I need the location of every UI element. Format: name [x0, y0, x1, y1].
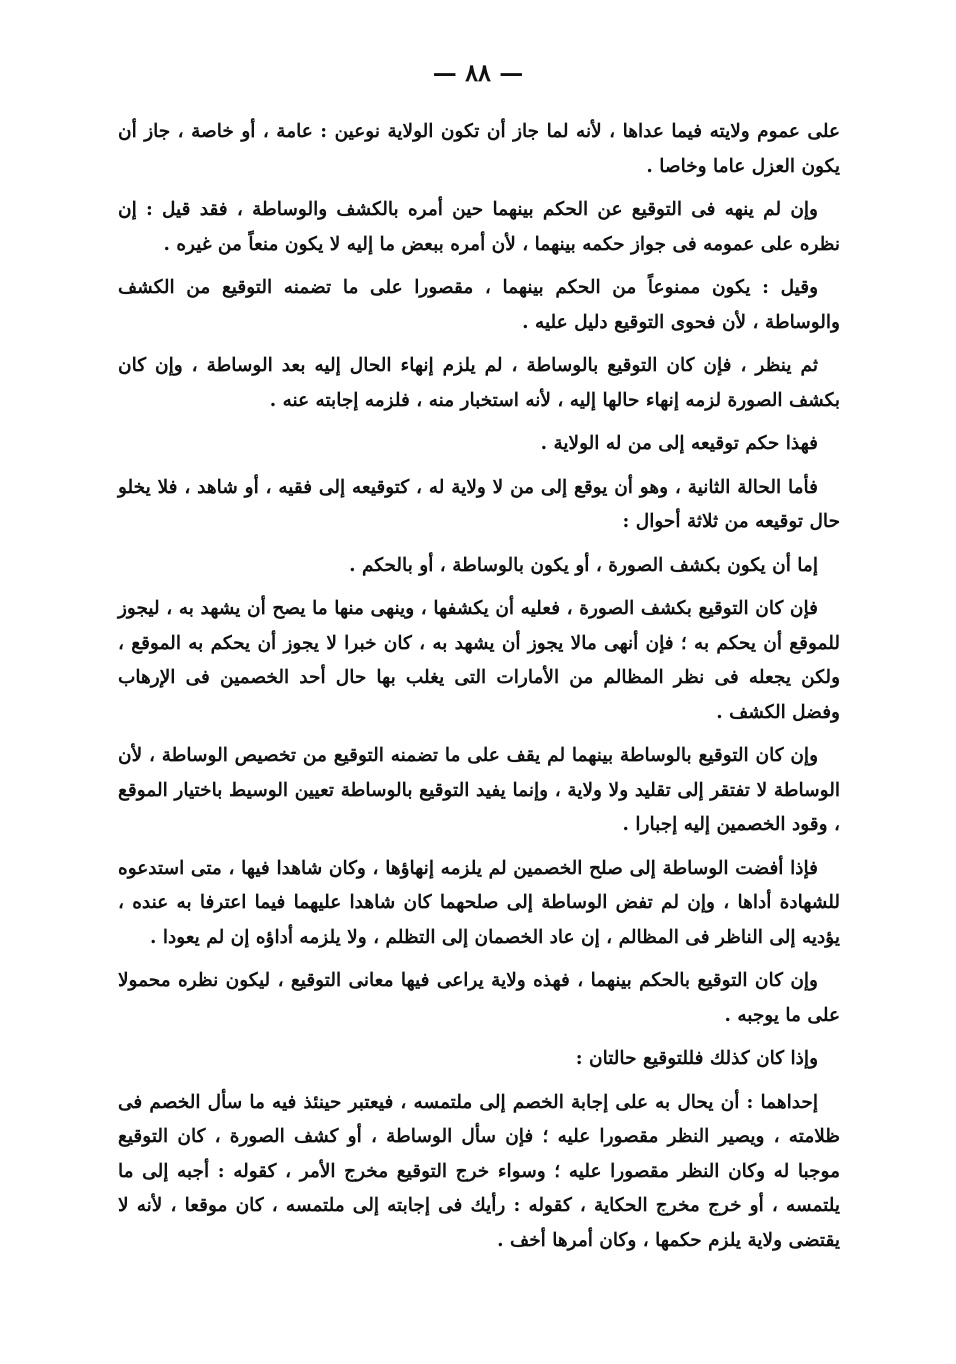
- paragraph: وقيل : يكون ممنوعاً من الحكم بينهما ، مقصورا على ما تضمنه التوقيع من الكشف والوساطة ، لأن فحوى التوقيع دليل عليه .: [118, 277, 840, 333]
- paragraph: فأما الحالة الثانية ، وهو أن يوقع إلى من لا ولاية له ، كتوقيعه إلى فقيه ، أو شاهد ، فلا يخلو حال توقيعه من ثلاثة أحوال :: [118, 476, 840, 532]
- body-text: [118, 115, 840, 1267]
- paragraph: ثم ينظر ، فإن كان التوقيع بالوساطة ، لم يلزم إنهاء الحال إليه بعد الوساطة ، وإن كان بكشف الصورة لزمه إنهاء حالها إليه ، لأنه استخبار منه ، فلزمه إجابته عنه .: [118, 355, 840, 411]
- paragraph: فإن كان التوقيع بكشف الصورة ، فعليه أن يكشفها ، وينهى منها ما يصح أن يشهد به ، ليجوز للموقع أن يحكم به ؛ فإن أنهى مالا يجوز أن يشهد به ، كان خبرا لا يجوز أن يحكم به الموقع ، ولكن يجعله فى نظر المظالم من الأمارات التى يغلب بها حال أحد الخصمين فى الإرهاب وفضل الكشف .: [118, 598, 840, 723]
- paragraph: وإن لم ينهه فى التوقيع عن الحكم بينهما حين أمره بالكشف والوساطة ، فقد قيل : إن نظره على عمومه فى جواز حكمه بينهما ، لأن أمره ببعض ما إليه لا يكون منعاً من غيره .: [118, 199, 840, 255]
- paragraph: فهذا حكم توقيعه إلى من له الولاية .: [540, 433, 818, 454]
- paragraph: وإن كان التوقيع بالحكم بينهما ، فهذه ولاية يراعى فيها معانى التوقيع ، ليكون نظره محمولا على ما يوجبه .: [118, 970, 840, 1026]
- paragraph: على عموم ولايته فيما عداها ، لأنه لما جاز أن تكون الولاية نوعين : عامة ، أو خاصة ، جاز أن يكون العزل عاما وخاصا .: [118, 121, 840, 177]
- paragraph: إما أن يكون بكشف الصورة ، أو يكون بالوساطة ، أو بالحكم .: [349, 554, 818, 576]
- paragraph: إحداهما : أن يحال به على إجابة الخصم إلى ملتمسه ، فيعتبر حينئذ فيه ما سأل الخصم فى ظلامته ، ويصير النظر مقصورا عليه ؛ فإن سأل الوساطة ، أو كشف الصورة ، كان التوقيع موجبا له وكان النظر مقصورا عليه ؛ وسواء خرج التوقيع مخرج الأمر ، كقوله : أجبه إلى ما يلتمسه ، أو خرج مخرج الحكاية ، كقوله : رأيك فى إجابته إلى ملتمسه ، كان موقعا ، لأنه لا يقتضى ولاية يلزم حكمها ، وكان أمرها أخف .: [118, 1091, 840, 1251]
- paragraph: وإذا كان كذلك فللتوقيع حالتان :: [575, 1048, 818, 1069]
- page-number: — ٨٨ —: [432, 58, 524, 87]
- paragraph: فإذا أفضت الوساطة إلى صلح الخصمين لم يلزمه إنهاؤها ، وكان شاهدا فيها ، متى استدعوه للشهادة أداها ، وإن لم تفض الوساطة إلى صلحهما كان شاهدا عليهما فيما اعترفا به عنده ، يؤديه إلى الناظر فى المظالم ، إن عاد الخصمان إلى التظلم ، ولا يلزمه أداؤه إن لم يعودا .: [118, 857, 840, 948]
- paragraph: وإن كان التوقيع بالوساطة بينهما لم يقف على ما تضمنه التوقيع من تخصيص الوساطة ، لأن الوساطة لا تفتقر إلى تقليد ولا ولاية ، وإنما يفيد التوقيع بالوساطة تعيين الوسيط باختيار الموقع ، وقود الخصمين إليه إجبارا .: [118, 745, 840, 835]
